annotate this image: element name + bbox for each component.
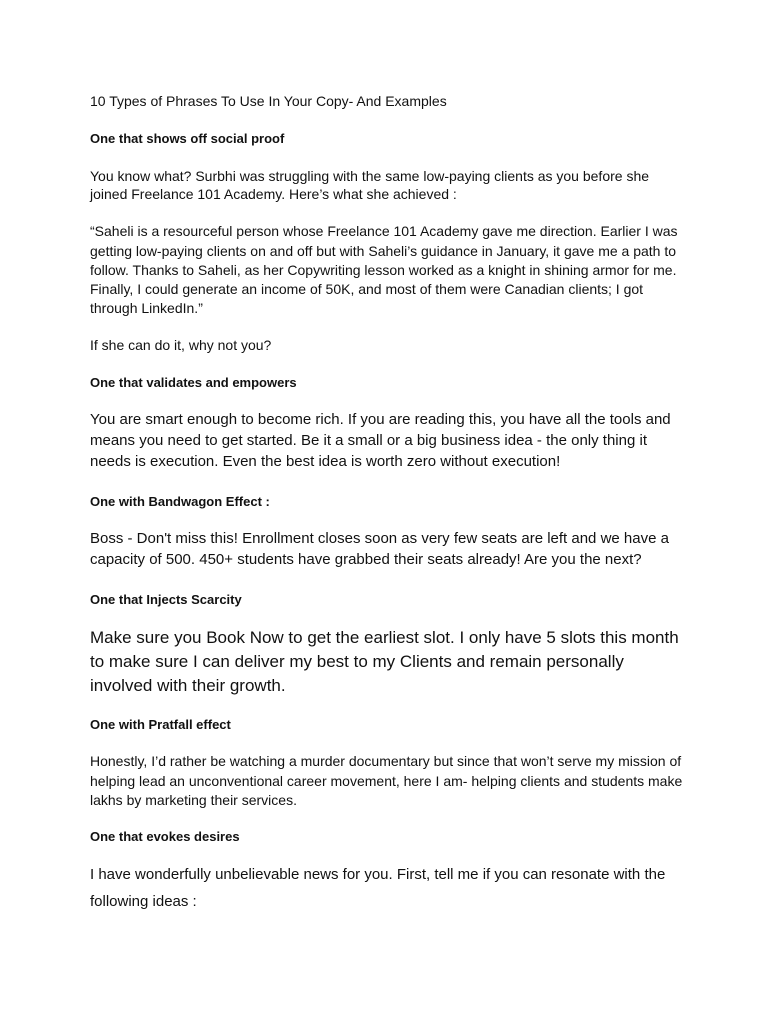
- section-heading-social-proof: One that shows off social proof: [90, 131, 285, 146]
- testimonial-line: getting low-paying clients on and off but with Saheli’s guidance in January, it gave me a path to: [90, 243, 677, 259]
- section-heading-validates: One that validates and empowers: [90, 375, 297, 390]
- paragraph-line: Make sure you Book Now to get the earliest slot. I only have 5 slots this month: [90, 628, 679, 647]
- paragraph-line: helping lead an unconventional career movement, here I am- helping clients and students make: [90, 773, 683, 789]
- paragraph-line: needs is execution. Even the best idea is worth zero without execution!: [90, 453, 561, 470]
- paragraph-line: involved with their growth.: [90, 676, 286, 695]
- testimonial-line: follow. Thanks to Saheli, as her Copywriting lesson worked as a knight in shining armor for me.: [90, 262, 677, 278]
- paragraph-line: If she can do it, why not you?: [90, 337, 272, 353]
- paragraph-line: Boss - Don't miss this! Enrollment closes soon as very few seats are left and we have a: [90, 530, 669, 547]
- section-heading-bandwagon: One with Bandwagon Effect :: [90, 494, 270, 509]
- paragraph-line: to make sure I can deliver my best to my Clients and remain personally: [90, 652, 624, 671]
- section-heading-desires: One that evokes desires: [90, 829, 240, 844]
- paragraph-line: You know what? Surbhi was struggling with the same low-paying clients as you before she: [90, 168, 650, 184]
- paragraph-line: joined Freelance 101 Academy. Here’s what she achieved :: [90, 186, 457, 202]
- testimonial-line: “Saheli is a resourceful person whose Freelance 101 Academy gave me direction. Earlier I was: [90, 223, 678, 239]
- document-title: 10 Types of Phrases To Use In Your Copy- And Examples: [90, 93, 447, 109]
- testimonial-line: through LinkedIn.”: [90, 300, 203, 316]
- paragraph-line: following ideas :: [90, 893, 197, 910]
- paragraph-line: You are smart enough to become rich. If you are reading this, you have all the tools and: [90, 411, 671, 428]
- testimonial-line: Finally, I could generate an income of 50K, and most of them were Canadian clients; I got: [90, 281, 644, 297]
- paragraph-line: means you need to get started. Be it a small or a big business idea - the only thing it: [90, 432, 647, 449]
- paragraph-line: lakhs by marketing their services.: [90, 792, 297, 808]
- paragraph-line: I have wonderfully unbelievable news for you. First, tell me if you can resonate with the: [90, 866, 666, 883]
- paragraph-line: Honestly, I’d rather be watching a murder documentary but since that won’t serve my mission of: [90, 753, 682, 769]
- paragraph-line: capacity of 500. 450+ students have grabbed their seats already! Are you the next?: [90, 551, 642, 568]
- section-heading-scarcity: One that Injects Scarcity: [90, 592, 242, 607]
- section-heading-pratfall: One with Pratfall effect: [90, 717, 231, 732]
